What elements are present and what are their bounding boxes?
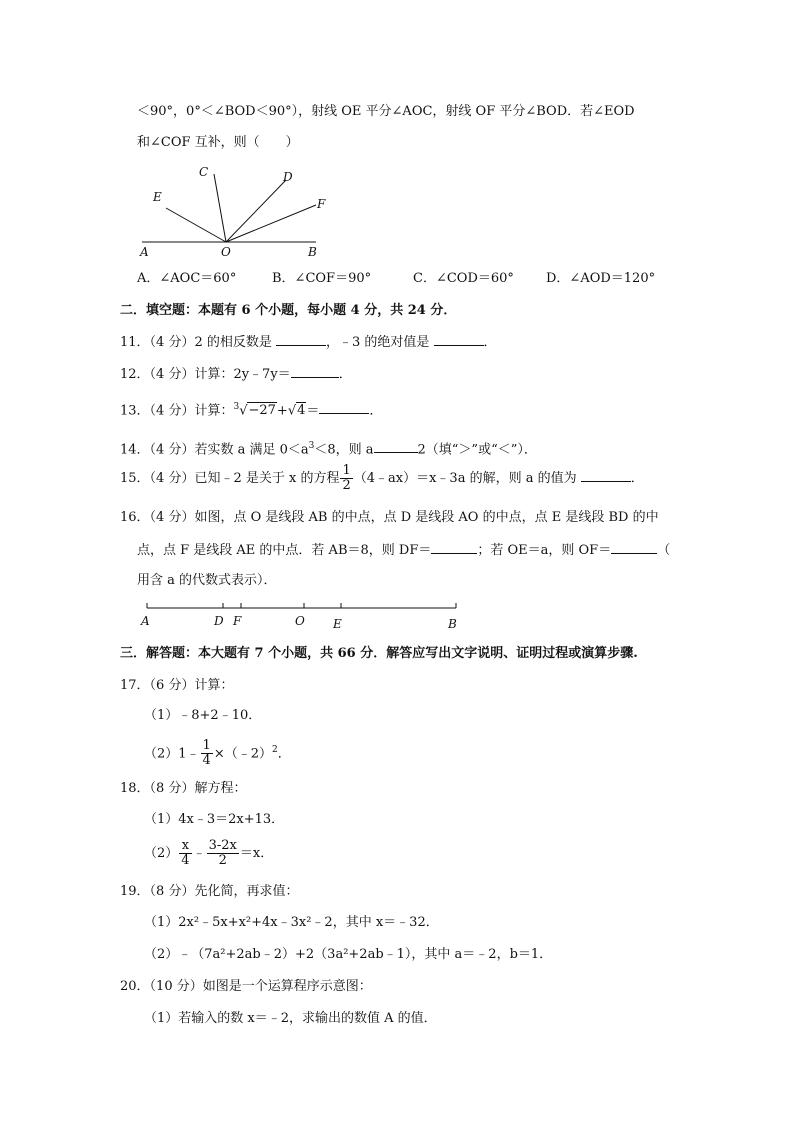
- q17-title: 17．（6 分）计算：: [120, 678, 234, 693]
- q10-option-a: A．∠AOC＝60°: [137, 271, 237, 286]
- answer-blank: [319, 401, 369, 414]
- q17-part2: （2）1﹣ $\frac{1}{4}$ ×（﹣2）$^2$．: [144, 738, 291, 769]
- answer-blank: [291, 365, 339, 378]
- label-F: F: [317, 197, 326, 211]
- q19-title: 19．（8 分）先化简，再求值：: [120, 884, 299, 899]
- section-3-heading: 三．解答题：本大题有 7 个小题，共 66 分．解答应写出文字说明、证明过程或演算步骤.: [120, 646, 638, 661]
- q19-part2: （2）﹣（7a²+2ab﹣2）+2（3a²+2ab﹣1），其中 a＝﹣2，b＝1．: [144, 947, 553, 962]
- q10-line1: ＜90°，0°＜∠BOD＜90°），射线 OE 平分∠AOC，射线 OF 平分∠BOD．若∠EOD: [137, 104, 635, 119]
- q12: 12．（4 分）计算：2y﹣7y＝ ．: [120, 367, 352, 382]
- seg-label-D: D: [214, 614, 224, 628]
- answer-blank: [431, 541, 477, 554]
- seg-label-F: F: [233, 614, 242, 628]
- q18-part1: （1）4x﹣3＝2x+13．: [144, 812, 285, 827]
- q10-option-c: C．∠COD＝60°: [413, 271, 514, 286]
- q18-part2: （2） $\frac{x}{4}$ ﹣ $\frac{3-2x}{2}$ ＝x．: [144, 838, 274, 868]
- answer-blank: [374, 440, 418, 453]
- segment-figure: [140, 600, 470, 632]
- answer-blank: [276, 333, 326, 346]
- label-B: B: [308, 245, 317, 259]
- seg-label-A: A: [141, 614, 150, 628]
- label-D: D: [283, 170, 293, 184]
- section-2-heading: 二．填空题：本题有 6 个小题，每小题 4 分，共 24 分．: [120, 303, 457, 318]
- q19-part1: （1）2x²﹣5x+x²+4x﹣3x²﹣2，其中 x＝﹣32．: [144, 915, 439, 930]
- fraction: $\frac{x}{4}$: [181, 838, 190, 868]
- fraction: $\frac{3-2x}{2}$: [208, 838, 237, 868]
- answer-blank: [611, 541, 657, 554]
- q17-part1: （1）﹣8+2﹣10．: [144, 708, 262, 723]
- q10-line2: 和∠COF 互补，则（ ）: [137, 135, 299, 150]
- q10-option-d: D．∠AOD＝120°: [546, 271, 656, 286]
- q13: 13．（4 分）计算：$^3$√−27+√4＝ ．: [120, 402, 383, 419]
- label-C: C: [199, 165, 209, 179]
- seg-label-E: E: [333, 617, 342, 631]
- seg-label-B: B: [448, 617, 457, 631]
- seg-label-O: O: [295, 614, 305, 628]
- q16-line2: 点，点 F 是线段 AE 的中点．若 AB＝8，则 DF＝ ；若 OE＝a，则 OF＝ （: [137, 543, 671, 558]
- q10-option-b: B．∠COF＝90°: [272, 271, 372, 286]
- angle-figure: [136, 160, 336, 260]
- q15: 15．（4 分）已知﹣2 是关于 x 的方程 $\frac{1}{2}$ （4﹣ax）＝x﹣3a 的解，则 a 的值为 ．: [120, 463, 644, 493]
- label-A: A: [140, 245, 149, 259]
- q14: 14．（4 分）若实数 a 满足 $0<a^3<8$，则 a 2（填“＞”或“＜”）．: [120, 441, 537, 458]
- q16-line1: 16．（4 分）如图，点 O 是线段 AB 的中点，点 D 是线段 AO 的中点，点 E 是线段 BD 的中: [120, 510, 659, 525]
- q16-line3: 用含 a 的代数式表示）．: [137, 573, 277, 588]
- answer-blank: [581, 469, 631, 482]
- fraction: $\frac{1}{4}$: [202, 738, 211, 769]
- q20-title: 20．（10 分）如图是一个运算程序示意图：: [120, 979, 372, 994]
- q18-title: 18．（8 分）解方程：: [120, 781, 247, 796]
- label-O: O: [221, 245, 231, 259]
- q20-part1: （1）若输入的数 x＝﹣2，求输出的数值 A 的值．: [144, 1011, 437, 1026]
- label-E: E: [153, 190, 162, 204]
- answer-blank: [434, 333, 484, 346]
- fraction: $\frac{1}{2}$: [342, 463, 351, 493]
- q11: 11．（4 分）2 的相反数是 ，﹣3 的绝对值是 ．: [120, 335, 497, 350]
